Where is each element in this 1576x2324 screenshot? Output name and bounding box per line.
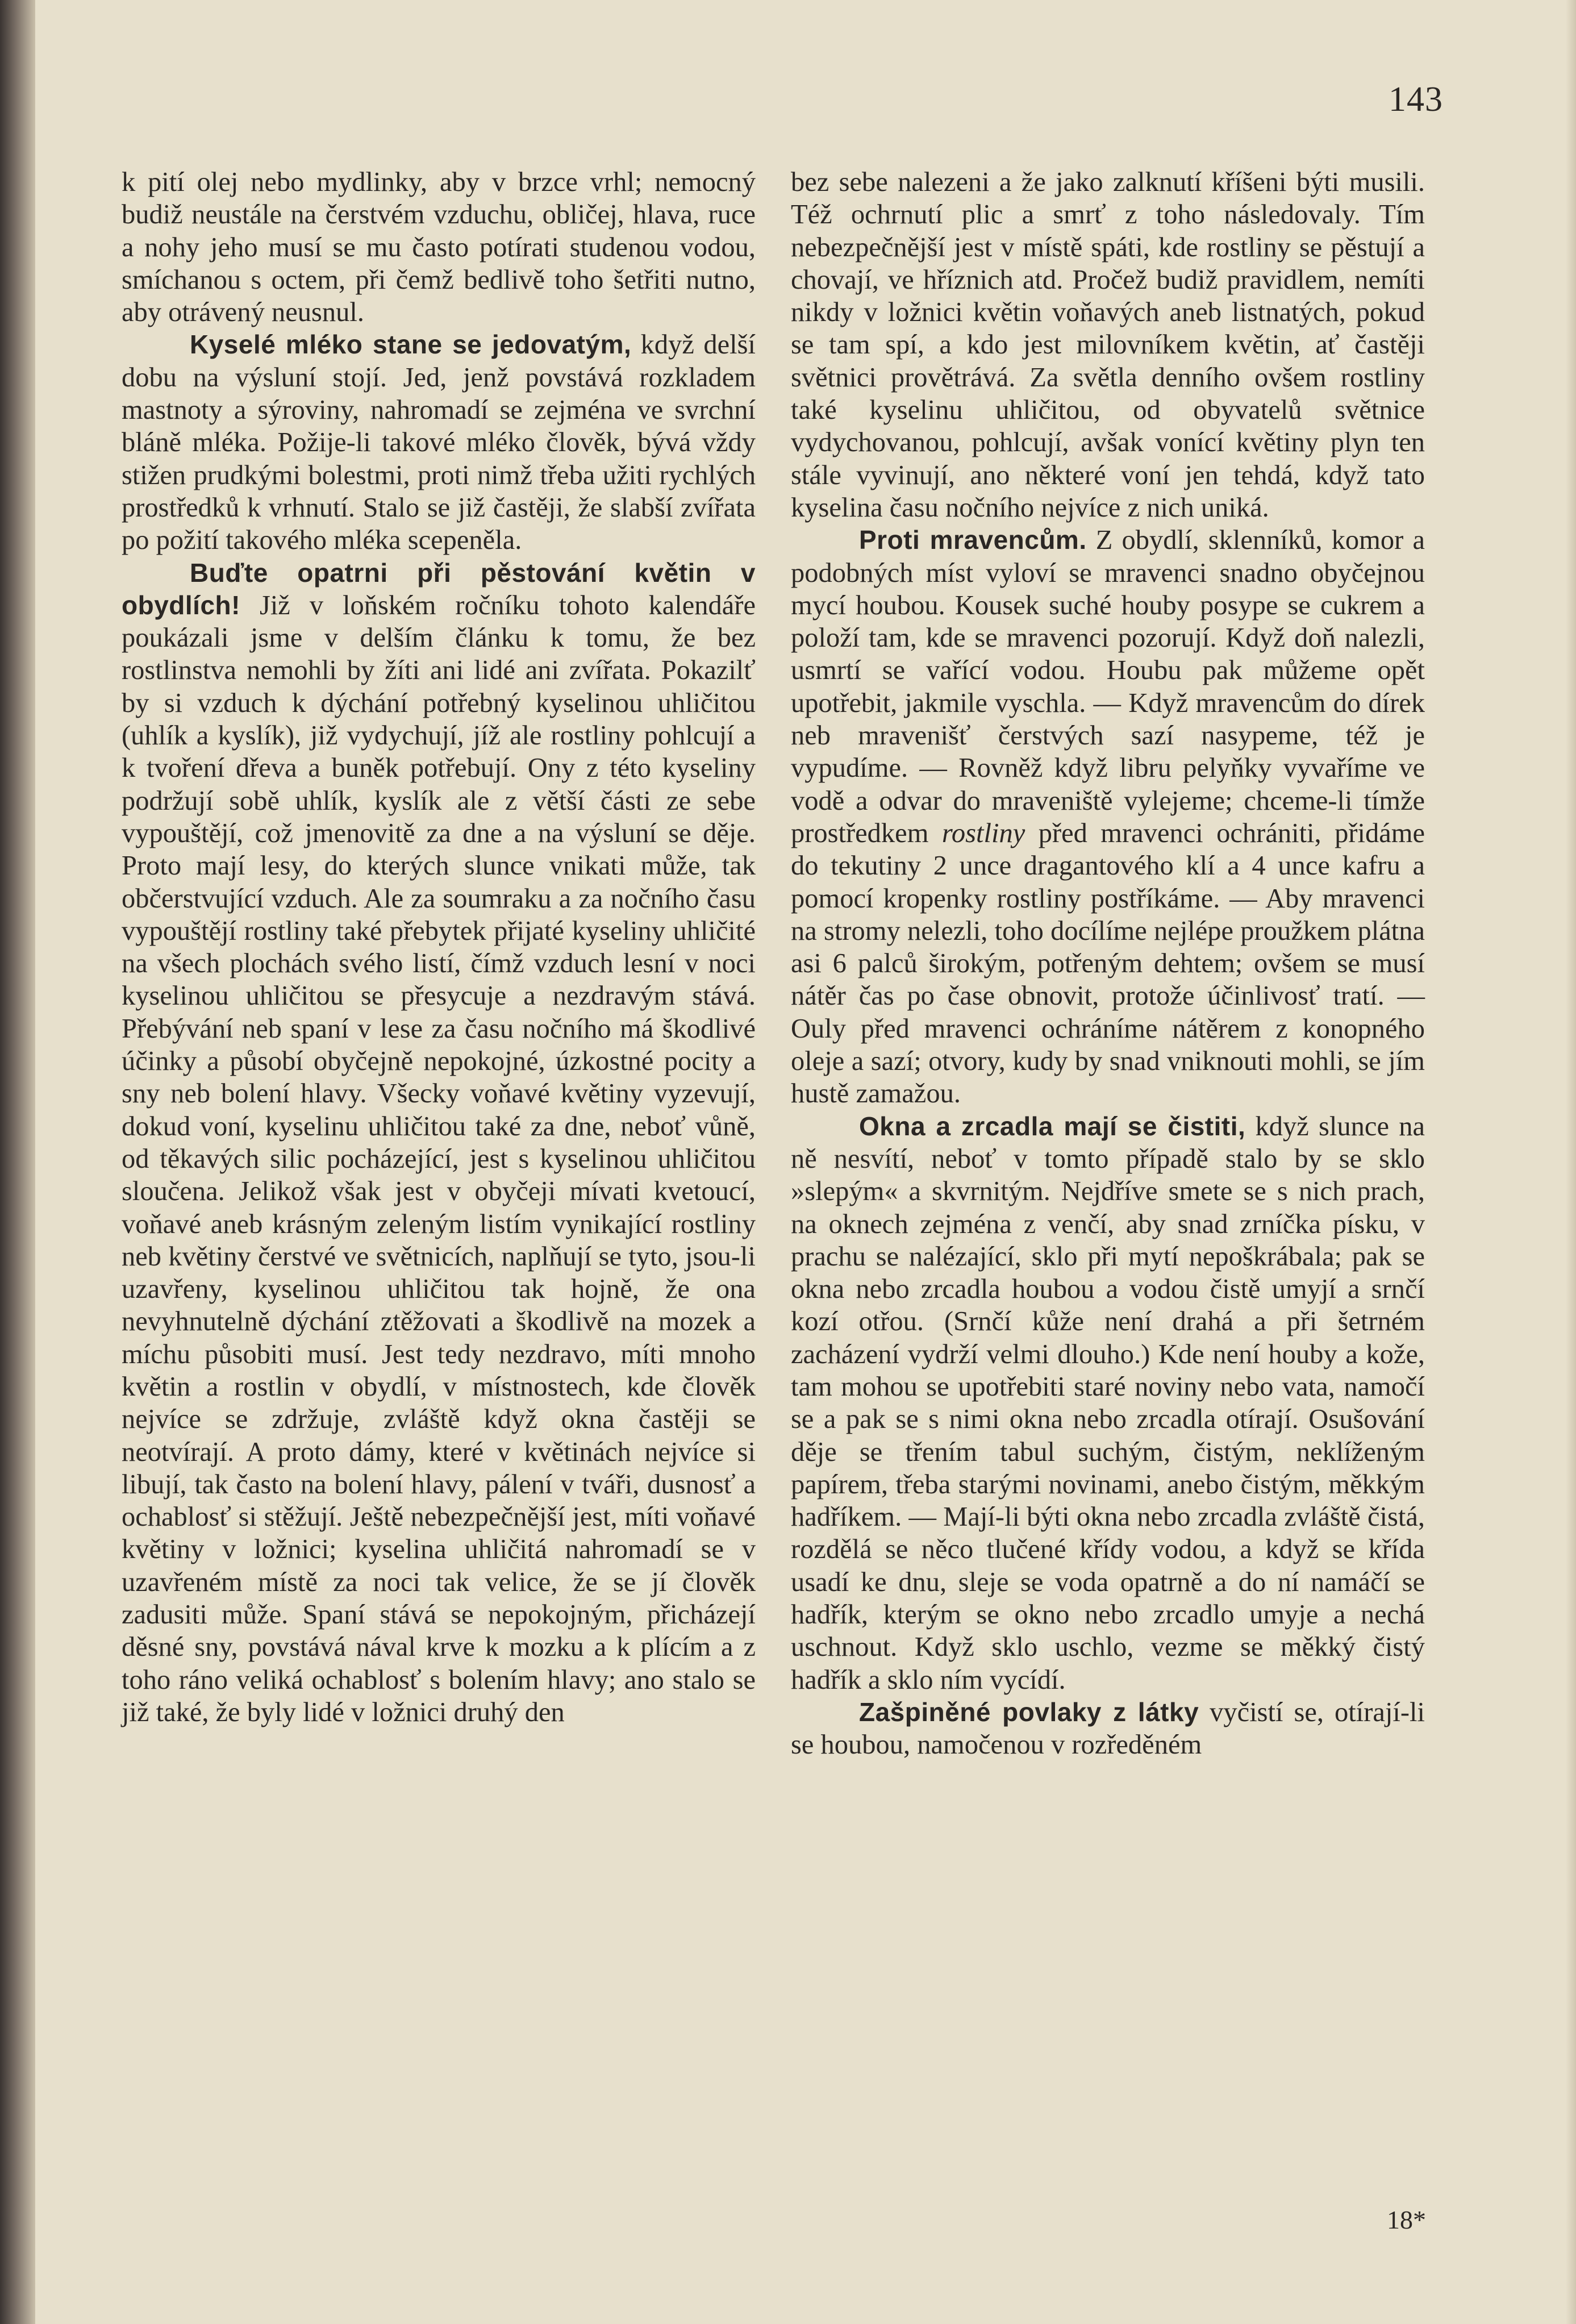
text-sour-milk: když delší dobu na výsluní stojí. Jed, jenž povstává rozkladem mastnoty a sýroviny, nahromadí se zejména ve svrchní bláně mléka. Požije-li takové mléko člověk, bývá vždy stižen prudkými bolestmi, proti nimž třeba užiti rychlých prostředků k vrhnutí. Stalo se již častěji, že slabší zvířata po požití takového mléka scepeněla.: [122, 330, 756, 556]
heading-flowers: Buďte opatrni při pěstování květin v obydlích!: [122, 557, 756, 620]
heading-ants: Proti mravencům.: [859, 525, 1087, 555]
page-number: 143: [1389, 80, 1443, 119]
page-edge: [1566, 0, 1576, 2324]
heading-fabric: Zašpiněné povlaky z látky: [859, 1697, 1199, 1727]
book-gutter-shadow: [0, 0, 35, 2324]
paragraph-sour-milk: [122, 328, 756, 556]
text-ants-a: Z obydlí, sklenníků, komor a podobných míst vyloví se mravenci snadno obyčejnou mycí houbou. Kousek suché houby posype se cukrem a položí tam, kde se mravenci pozorují. Když doň nalezli, usmrtí se vařící vodou. Houbu pak můžeme opět upotřebit, jakmile vyschla. — Když mravencům do dírek neb mravenišť čerstvých sazí nasypeme, též je vypudíme. — Rovněž když libru pelyňky vyvaříme ve vodě a odvar do mraveniště vylejeme; chceme-li tímže prostředkem: [791, 525, 1425, 848]
heading-windows: Okna a zrcadla mají se čistiti,: [859, 1111, 1246, 1141]
right-column: [791, 166, 1425, 1761]
heading-sour-milk: Kyselé mléko stane se jedovatým,: [190, 330, 632, 360]
paragraph-continuation-right: bez sebe nalezeni a že jako zalknutí kříšeni býti musili. Též ochrnutí plic a smrť z toho následovaly. Tím nebezpečnější jest v místě spáti, kde rostliny se pěstují a chovají, ve hříznich atd. Pročež budiž pravidlem, nemíti nikdy v ložnici květin voňavých aneb listnatých, pokud se tam spí, a kdo jest milovníkem květin, ať častěji světnici provětrává. Za světla denního ovšem rostliny také kyselinu uhličitou, od obyvatelů světnice vydychovanou, pohlcují, avšak vonící květiny plyn ten stále vyvinují, ano některé voní jen tehdá, když tato kyselina času nočního nejvíce z nich uniká.: [791, 167, 1425, 523]
paragraph-windows: [791, 1110, 1425, 1696]
text-ants-italic: rostliny: [941, 818, 1025, 848]
text-windows: když slunce na ně nesvítí, neboť v tomto případě stalo by se sklo »slepým« a skvrnitým. Nejdříve smete se s nich prach, na oknech zejména z venčí, aby snad zrníčka písku, v prachu se nalézající, sklo při mytí nepoškrábala; pak se okna nebo zrcadla houbou a vodou čistě umyjí a srnčí kozí otřou. (Srnčí kůže není drahá a při šetrném zacházení vydrží velmi dlouho.) Kde není houby a kože, tam mohou se upotřebiti staré noviny nebo vata, namočí se a pak se s nimi okna nebo zrcadla otírají. Osušování děje se třením tabul suchým, čistým, neklíženým papírem, třeba starými novinami, anebo čistým, měkkým hadříkem. — Mají-li býti okna nebo zrcadla zvláště čistá, rozdělá se něco tlučené křídy vodou, a když se křída usadí ke dnu, sleje se voda opatrně a do ní namáčí se hadřík, kterým se okno nebo zrcadlo umyje a nechá uschnout. Když sklo uschlo, vezme se měkký čistý hadřík a sklo ním vycídí.: [791, 1111, 1425, 1695]
text-fabric: vyčistí se, otírají-li se houbou, namočenou v rozředěném: [791, 1697, 1425, 1760]
paragraph-ants: [791, 524, 1425, 1110]
paragraph-flowers: [122, 557, 756, 1729]
paragraph-intro-left: k pití olej nebo mydlinky, aby v brzce vrhl; nemocný budiž neustále na čerstvém vzduchu, obličej, hlava, ruce a nohy jeho musí se mu často potírati studenou vodou, smíchanou s octem, při čemž bedlivě toho šetřiti nutno, aby otrávený neusnul.: [122, 167, 756, 328]
paragraph-fabric: [791, 1696, 1425, 1761]
text-flowers: Již v loňském ročníku tohoto kalendáře poukázali jsme v delším článku k tomu, že bez rostlinstva nemohli by žíti ani lidé ani zvířata. Pokazilť by si vzduch k dýchání potřebný kyselinou uhličitou (uhlík a kyslík), již vydychují, jíž ale rostliny pohlcují a k tvoření dřeva a buněk potřebují. Ony z této kyseliny podržují sobě uhlík, kyslík ale z větší části ze sebe vypouštějí, což jmenovitě za dne a na výsluní se děje. Proto mají lesy, do kterých slunce vnikati může, tak občerstvující vzduch. Ale za soumraku a za nočního času vypouštějí rostliny také přebytek přijaté kyseliny uhličité na všech plochách svého listí, čímž vzduch lesní v noci kyselinou uhličitou se přesycuje a nezdravým stává. Přebývání neb spaní v lese za času nočního má škodlivé účinky a působí obyčejně nepokojné, úzkostné pocity a sny neb bolení hlavy. Všecky voňavé květiny vyzevují, dokud voní, kyselinu uhličitou také za dne, neboť vůně, od těkavých silic pocházející, jest s kyselinou uhličitou sloučena. Jelikož však jest v obyčeji mívati kvetoucí, voňavé aneb krásným zeleným listím vynikající rostliny neb květiny čerstvé ve světnicích, naplňují se tyto, jsou-li uzavřeny, kyselinou uhličitou tak hojně, že ona nevyhnutelně dýchání ztěžovati a škodlivě na mozek a míchu působiti musí. Jest tedy nezdravo, míti mnoho květin a rostlin v obydlí, v místnostech, kde člověk nejvíce se zdržuje, zvláště když okna častěji se neotvírají. A proto dámy, které v květinách nejvíce si libují, tak často na bolení hlavy, pálení v tváři, dusnosť a ochablosť si stěžují. Ještě nebezpečnější jest, míti voňavé květiny v ložnici; kyselina uhličitá nahromadí se v uzavřeném místě za noci tak velice, že se jí člověk zadusiti může. Spaní stává se nepokojným, přicházejí děsné sny, povstává nával krve k mozku a k plícím a z toho ráno veliká ochablosť s bolením hlavy; ano stalo se již také, že byly lidé v ložnici druhý den: [122, 590, 756, 1727]
text-ants-b: před mravenci ochrániti, přidáme do tekutiny 2 unce dragantového klí a 4 unce kafru a pomocí kropenky rostliny postříkáme. — Aby mravenci na stromy nelezli, toho docílíme nejlépe proužkem plátna asi 6 palců širokým, potřeným dehtem; ovšem se musí nátěr čas po čase obnovit, protože účinlivosť tratí. — Ouly před mravenci ochráníme nátěrem z konopného oleje a sazí; otvory, kudy by snad vniknouti mohli, se jím hustě zamažou.: [791, 818, 1425, 1109]
left-column: [122, 166, 756, 1729]
printer-signature-mark: 18*: [1387, 2205, 1426, 2234]
